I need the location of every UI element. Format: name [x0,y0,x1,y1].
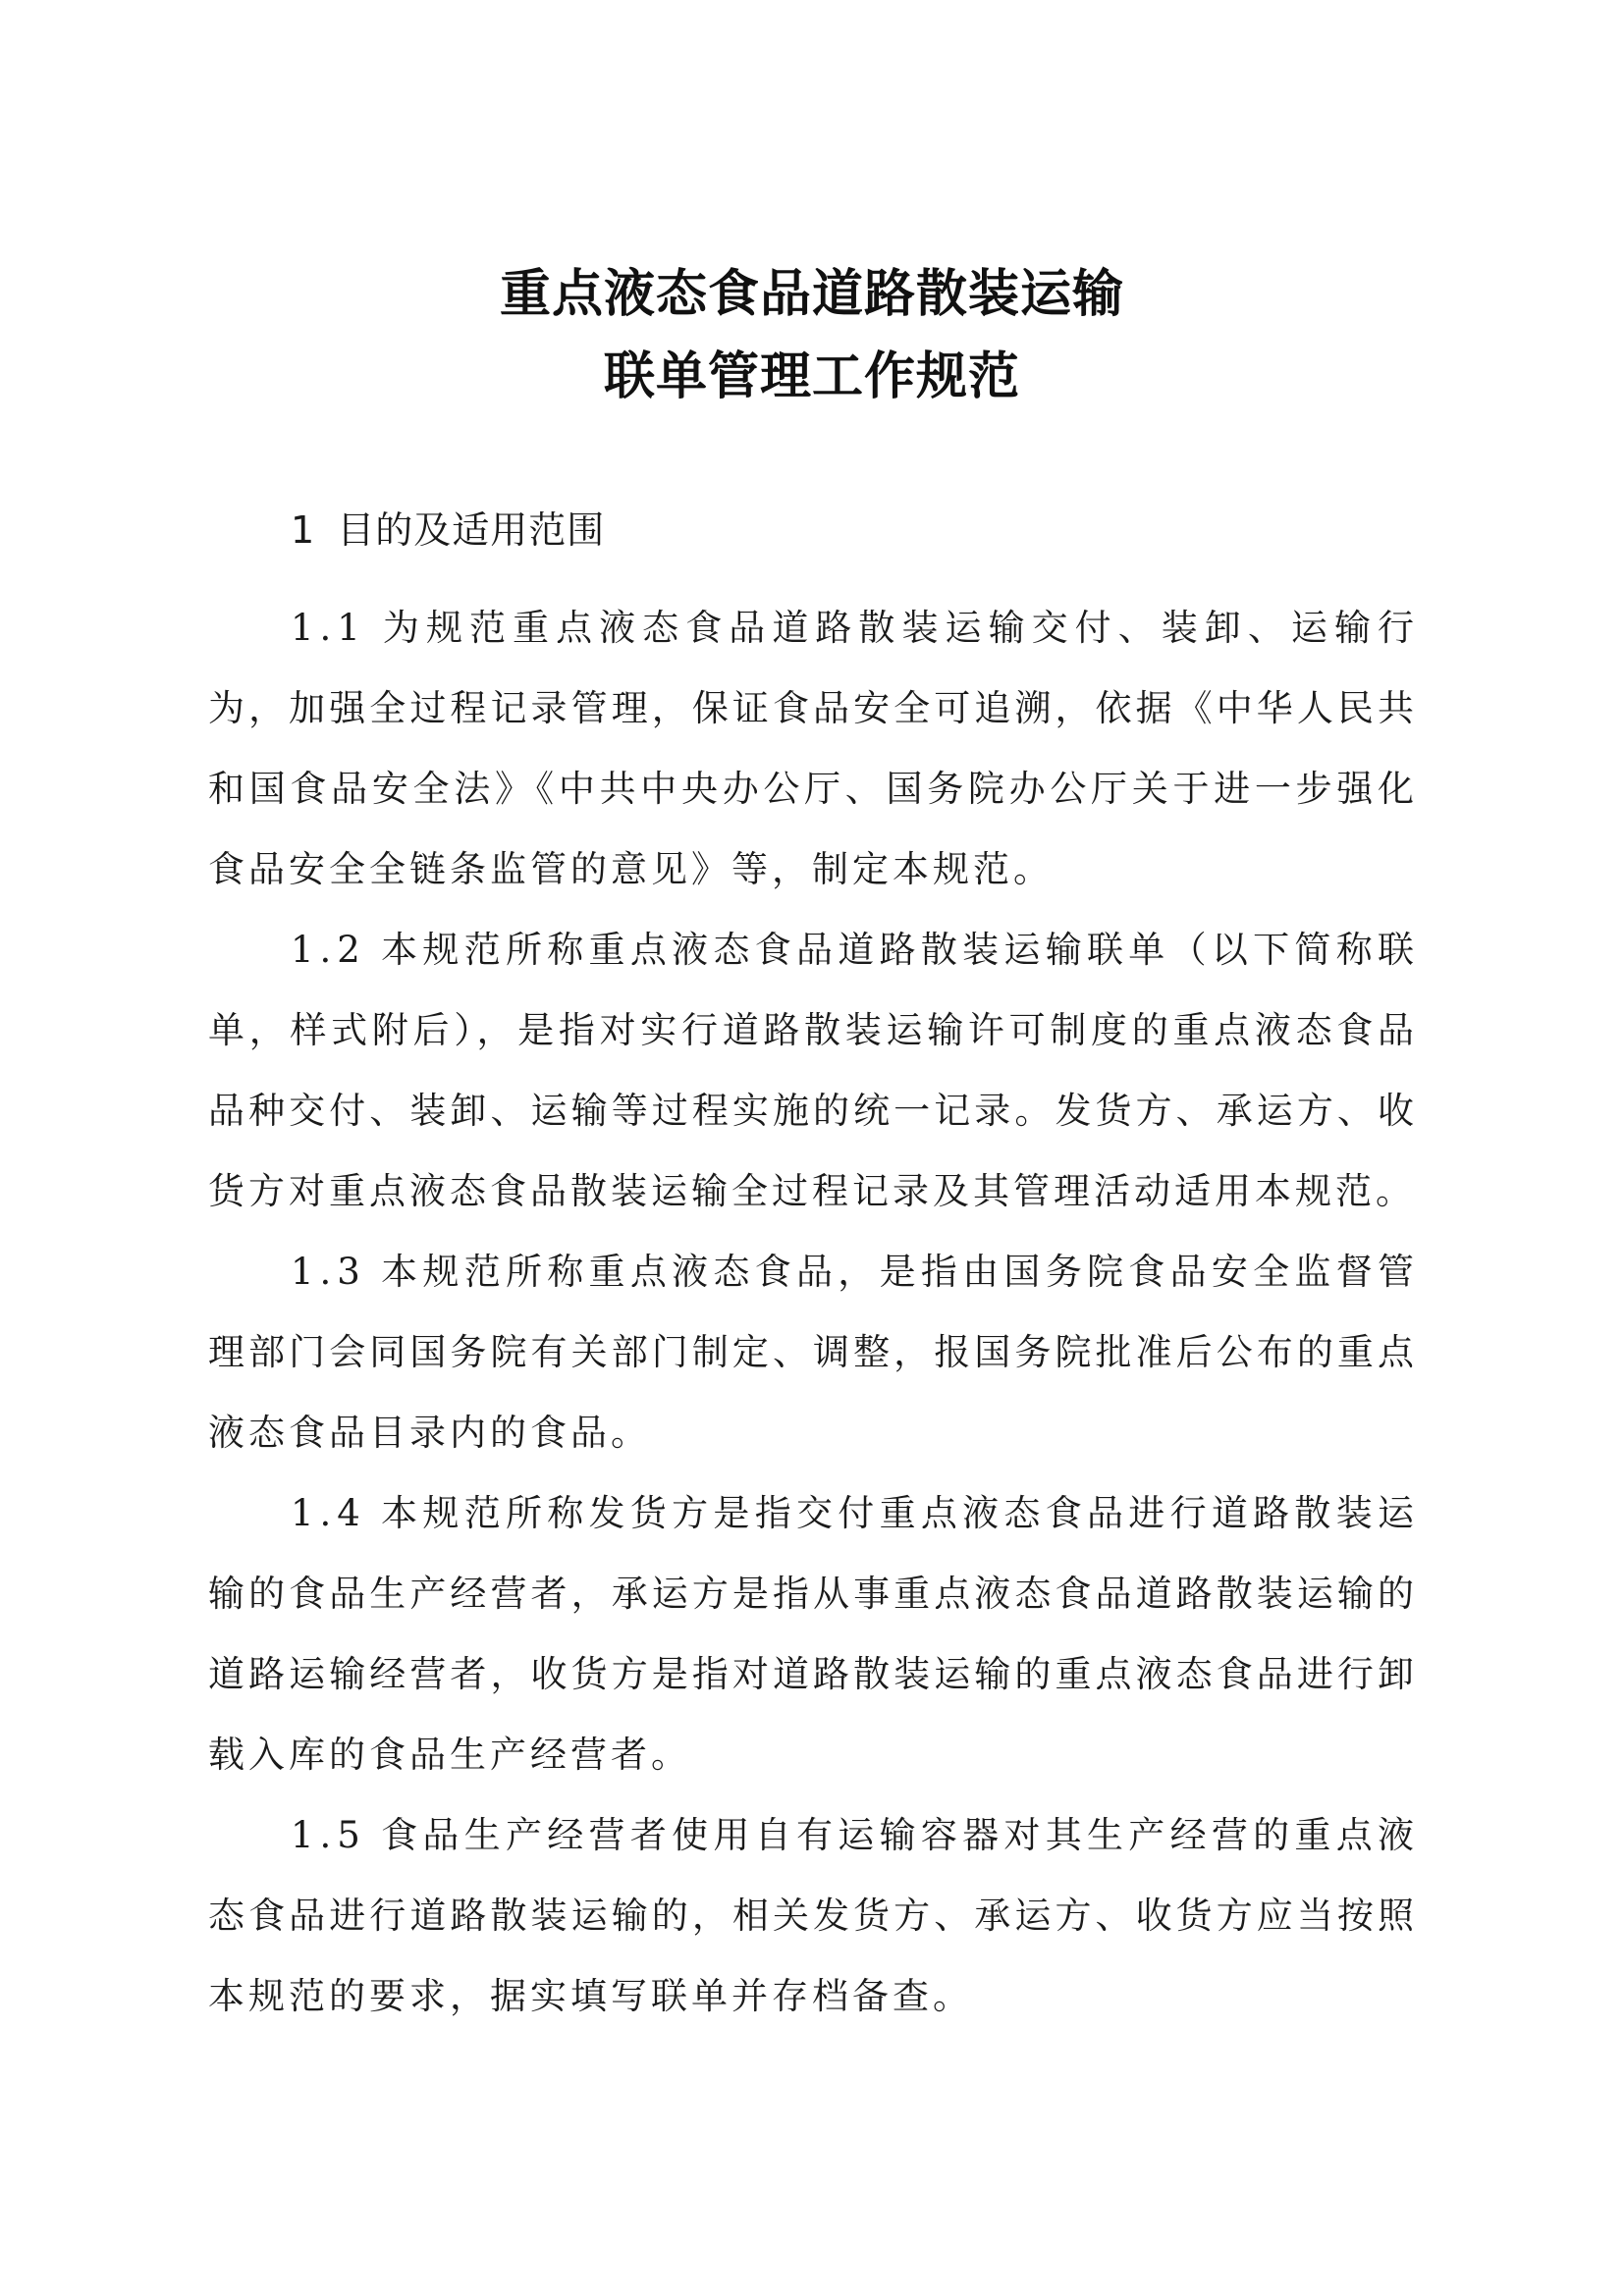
section-number: 1 [291,508,316,552]
paragraph-1-5 [208,1795,1418,2037]
title-line-1: 重点液态食品道路散装运输 [499,265,1124,324]
paragraph-text: 本规范所称重点液态食品，是指由国务院食品安全监督管理部门会同国务院有关部门制定、调整，报国务院批准后公布的重点液态食品目录内的食品。 [208,1251,1418,1454]
paragraph-text: 为规范重点液态食品道路散装运输交付、装卸、运输行为，加强全过程记录管理，保证食品安全可追溯，依据《中华人民共和国食品安全法》《中共中央办公厅、国务院办公厅关于进一步强化食品安全全链条监管的意见》等，制定本规范。 [208,607,1418,890]
section-heading [208,503,1418,559]
paragraph-number: 1.4 [291,1492,366,1534]
section-heading-text: 目的及适用范围 [337,508,606,552]
paragraph-number: 1.2 [291,929,366,971]
document-title [0,253,1624,418]
title-line-2: 联单管理工作规范 [603,347,1020,406]
document-body [208,503,1418,2037]
paragraph-1-2 [208,910,1418,1232]
paragraph-text: 食品生产经营者使用自有运输容器对其生产经营的重点液态食品进行道路散装运输的，相关发货方、承运方、收货方应当按照本规范的要求，据实填写联单并存档备查。 [208,1814,1418,2017]
paragraph-1-1 [208,588,1418,910]
paragraph-number: 1.1 [291,607,366,649]
paragraph-1-3 [208,1232,1418,1473]
paragraph-1-4 [208,1473,1418,1795]
paragraph-text: 本规范所称发货方是指交付重点液态食品进行道路散装运输的食品生产经营者，承运方是指从事重点液态食品道路散装运输的道路运输经营者，收货方是指对道路散装运输的重点液态食品进行卸载入库的食品生产经营者。 [208,1492,1418,1776]
paragraph-number: 1.5 [291,1814,366,1856]
paragraph-text: 本规范所称重点液态食品道路散装运输联单（以下简称联单，样式附后），是指对实行道路散装运输许可制度的重点液态食品品种交付、装卸、运输等过程实施的统一记录。发货方、承运方、收货方对重点液态食品散装运输全过程记录及其管理活动适用本规范。 [208,929,1418,1212]
paragraph-number: 1.3 [291,1251,366,1293]
